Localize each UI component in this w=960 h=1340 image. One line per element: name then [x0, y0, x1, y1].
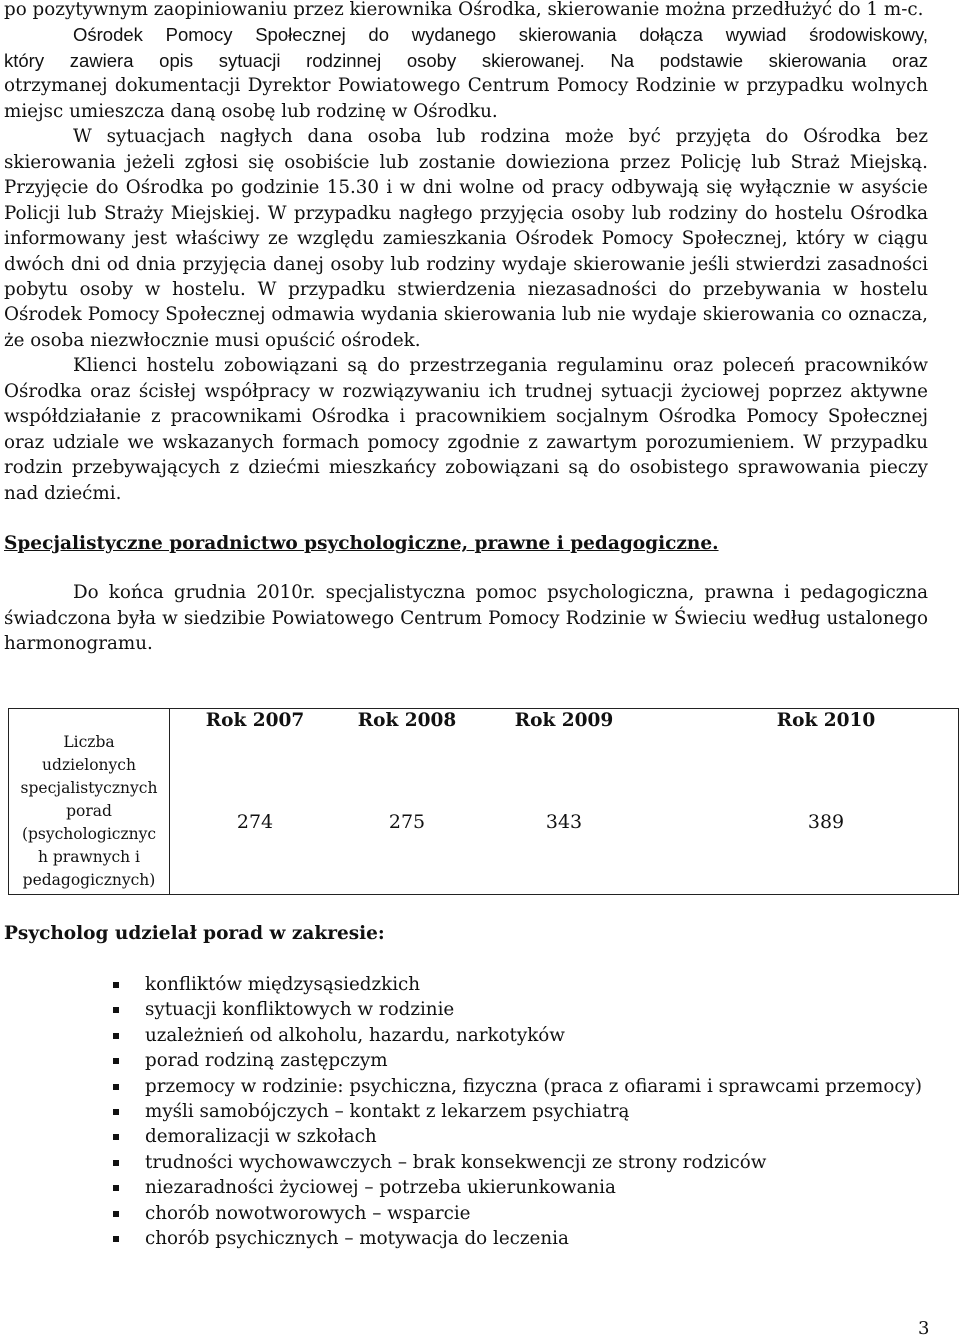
text-line: Klienci hostelu zobowiązani są do przestrzegania regulaminu oraz poleceń pracowników	[73, 355, 928, 377]
square-bullet-icon	[113, 1134, 119, 1140]
year-header: Rok 2008	[357, 710, 457, 731]
row-label-line: pedagogicznych)	[22, 871, 156, 889]
table-row-label	[9, 709, 170, 895]
list-item-text: porad rodziną zastępczym	[145, 1050, 388, 1072]
text-line: skierowania jeżeli zgłosi się osobiście lub zostanie dowieziona przez Policję lub Straż Miejską.	[4, 151, 928, 173]
list-item-text: sytuacji konfliktowych w rodzinie	[145, 999, 455, 1021]
row-label-line: udzielonych	[42, 756, 136, 774]
list-item-text: konfliktów międzysąsiedzkich	[145, 974, 421, 995]
square-bullet-icon	[113, 1109, 119, 1115]
list-item-text: myśli samobójczych – kontakt z lekarzem psychiatrą	[145, 1100, 630, 1122]
text-line: W sytuacjach nagłych dana osoba lub rodzina może być przyjęta do Ośrodka bez	[73, 126, 928, 148]
year-header: Rok 2007	[205, 710, 305, 731]
section-heading: Specjalistyczne poradnictwo psychologiczne, prawne i pedagogiczne.	[4, 533, 719, 554]
year-value: 389	[807, 811, 845, 833]
text-line: rodzin przebywających z dziećmi mieszkańcy zobowiązani są do osobistego sprawowania pieczy	[4, 457, 928, 479]
text-line: Ośrodek Pomocy Społecznej do wydanego skierowania dołącza wywiad środowiskowy,	[73, 24, 928, 46]
text-line: że osoba niezwłocznie musi opuścić ośrodek.	[4, 329, 421, 351]
text-line: nad dziećmi.	[4, 482, 122, 504]
text-line: oraz udziale we wskazanych formach pomocy zgodnie z zawartym porozumieniem. W przypadku	[4, 431, 928, 453]
square-bullet-icon	[113, 1084, 119, 1090]
psychologist-heading: Psycholog udzielał porad w zakresie:	[4, 923, 385, 944]
list-item-text: chorób psychicznych – motywacja do leczenia	[145, 1227, 569, 1249]
text-line: Ośrodka oraz ścisłej współpracy w rozwiązywaniu ich trudnej sytuacji życiowej poprzez aktywne	[4, 380, 928, 402]
text-line: informowany jest właściwy ze względu zamieszkania Ośrodek Pomocy Społecznej, który w ciągu	[4, 228, 928, 250]
square-bullet-icon	[113, 1058, 119, 1064]
square-bullet-icon	[113, 1033, 119, 1039]
year-value: 274	[236, 811, 274, 833]
text-line: świadczona była w siedzibie Powiatowego Centrum Pomocy Rodzinie w Świeciu według ustalonego	[4, 607, 928, 629]
text-line: dwóch dni od dnia przyjęcia danej osoby lub rodziny wydaje skierowanie jeśli stwierdzi zasadności	[4, 253, 928, 275]
row-label-line: h prawnych i	[37, 848, 141, 866]
row-label-line: specjalistycznych	[20, 779, 158, 797]
text-line: współdziałanie z pracownikami Ośrodka i pracownikiem socjalnym Ośrodka Pomocy Społecznej	[4, 406, 928, 428]
text-line: który zawiera opis sytuacji rodzinnej osoby skierowanej. Na podstawie skierowania oraz	[4, 49, 928, 71]
text-line: Ośrodek Pomocy Społecznej odmawia wydania skierowania lub nie wydaje skierowania co oznacza,	[4, 304, 928, 326]
year-value: 275	[388, 811, 426, 833]
table-row	[9, 709, 959, 895]
list-item-text: uzależnień od alkoholu, hazardu, narkotyków	[145, 1024, 565, 1046]
square-bullet-icon	[113, 1236, 119, 1242]
square-bullet-icon	[113, 1160, 119, 1166]
text-line: Do końca grudnia 2010r. specjalistyczna pomoc psychologiczna, prawna i pedagogiczna	[73, 582, 928, 603]
square-bullet-icon	[113, 982, 119, 988]
year-value: 343	[545, 811, 583, 833]
text-line: Przyjęcie do Ośrodka po godzinie 15.30 i w dni wolne od pracy odbywają się wyłącznie w asyście	[4, 177, 928, 199]
text-line: pobytu osoby w hostelu. W przypadku stwierdzenia niezasadności do przebywania w hostelu	[4, 278, 928, 300]
square-bullet-icon	[113, 1007, 119, 1013]
list-item-text: niezaradności życiowej – potrzeba ukierunkowania	[145, 1177, 616, 1199]
text-line: miejsc umieszcza daną osobę lub rodzinę w Ośrodku.	[4, 100, 498, 122]
list-item-text: chorób nowotworowych – wsparcie	[145, 1202, 471, 1224]
year-values	[170, 709, 958, 894]
row-label-text	[9, 731, 169, 892]
row-label-line: (psychologicznyc	[21, 825, 157, 843]
year-header: Rok 2010	[776, 710, 876, 731]
list-item-text: przemocy w rodzinie: psychiczna, fizyczna (praca z ofiarami i sprawcami przemocy)	[145, 1075, 923, 1097]
list-item-text: demoralizacji w szkołach	[145, 1126, 377, 1148]
row-label-line: porad	[66, 802, 112, 820]
year-values-cell	[170, 709, 959, 895]
text-line: harmonogramu.	[4, 633, 153, 654]
consultations-table	[8, 708, 959, 895]
row-label-line: Liczba	[63, 733, 115, 751]
list-item-text: trudności wychowawczych – brak konsekwencji ze strony rodziców	[145, 1151, 767, 1173]
square-bullet-icon	[113, 1185, 119, 1191]
square-bullet-icon	[113, 1211, 119, 1217]
text-line: po pozytywnym zaopiniowaniu przez kierownika Ośrodka, skierowanie można przedłużyć do 1 m-c.	[4, 0, 924, 20]
year-header: Rok 2009	[514, 710, 614, 731]
page-number: 3	[918, 1318, 930, 1339]
text-line: otrzymanej dokumentacji Dyrektor Powiatowego Centrum Pomocy Rodzinie w przypadku wolnych	[4, 75, 928, 97]
text-line: Policji lub Straży Miejskiej. W przypadku nagłego przyjęcia osoby lub rodziny do hostelu Ośrodka	[4, 202, 928, 224]
